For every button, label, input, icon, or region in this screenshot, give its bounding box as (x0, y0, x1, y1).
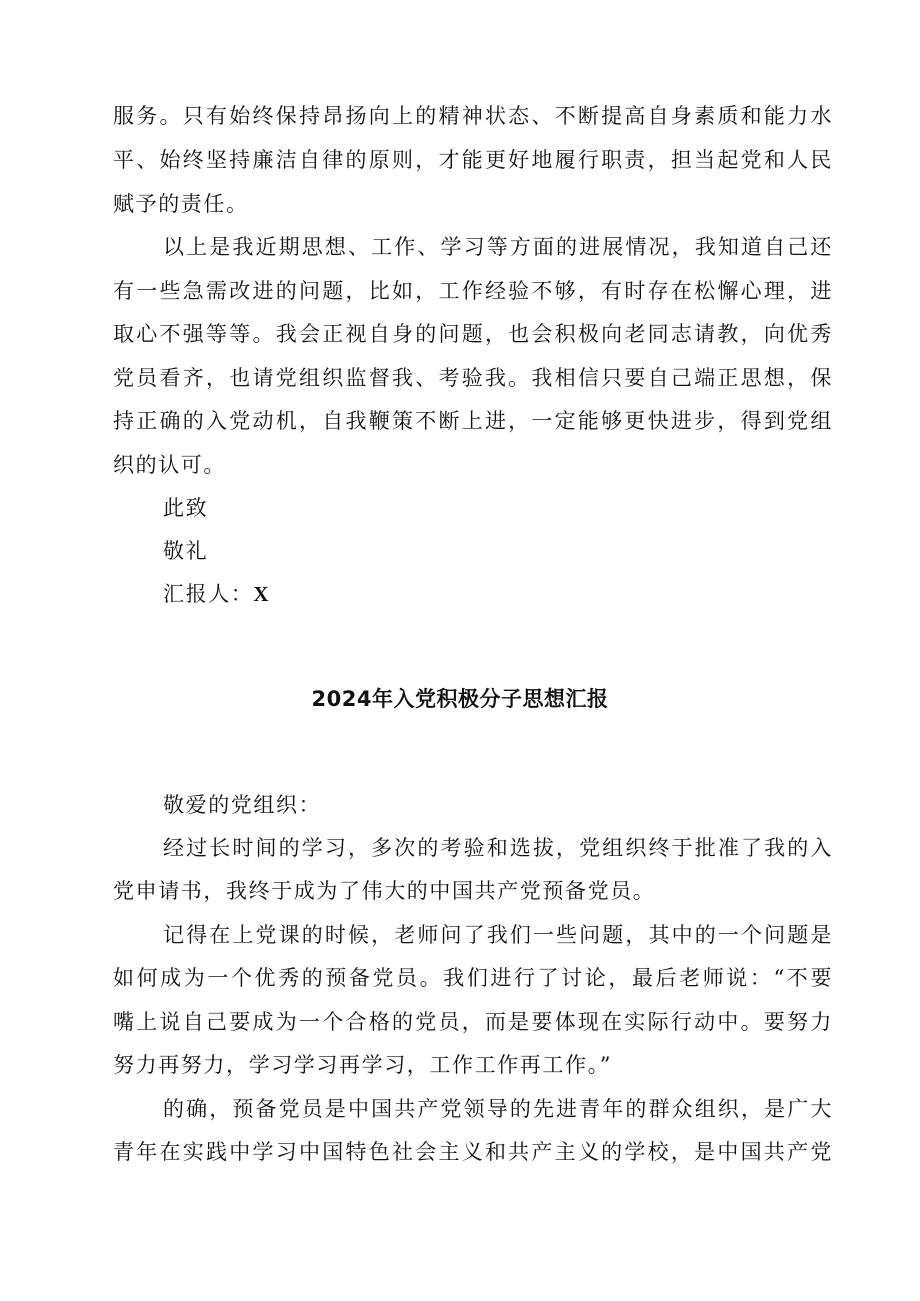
closing-jing-li: 敬礼 (163, 539, 209, 563)
paragraph-line: 织的认可。 (113, 453, 226, 477)
paragraph-line: 党员看齐，也请党组织监督我、考验我。我相信只要自己端正思想，保 (113, 366, 833, 390)
paragraph-line: 青年在实践中学习中国特色社会主义和共产主义的学校，是中国共产党 (113, 1140, 833, 1164)
paragraph-line: 服务。只有始终保持昂扬向上的精神状态、不断提高自身素质和能力水 (113, 104, 833, 128)
paragraph-line: 的确，预备党员是中国共产党领导的先进青年的群众组织，是广大 (163, 1097, 833, 1121)
paragraph-line: 记得在上党课的时候，老师问了我们一些问题，其中的一个问题是 (163, 923, 833, 947)
reporter-signature (163, 579, 269, 609)
reporter-label: 汇报人： (163, 582, 254, 606)
paragraph-line: 有一些急需改进的问题，比如，工作经验不够，有时存在松懈心理，进 (113, 279, 833, 303)
paragraph-line: 赋予的责任。 (113, 192, 249, 216)
salutation: 敬爱的党组织： (163, 793, 322, 817)
paragraph-line: 经过长时间的学习，多次的考验和选拔，党组织终于批准了我的入 (163, 836, 833, 860)
paragraph-line: 嘴上说自己要成为一个合格的党员，而是要体现在实际行动中。要努力 (113, 1010, 833, 1034)
paragraph-line: 以上是我近期思想、工作、学习等方面的进展情况，我知道自己还 (163, 235, 833, 259)
paragraph-line: 平、始终坚持廉洁自律的原则，才能更好地履行职责，担当起党和人民 (113, 148, 833, 172)
paragraph-line: 取心不强等等。我会正视自身的问题，也会积极向老同志请教，向优秀 (113, 322, 833, 346)
reporter-name: X (253, 582, 269, 606)
article-title: 2024年入党积极分子思想汇报 (311, 687, 609, 711)
paragraph-line: 努力再努力，学习学习再学习，工作工作再工作。” (113, 1053, 613, 1077)
paragraph-line: 如何成为一个优秀的预备党员。我们进行了讨论，最后老师说：“不要 (113, 966, 833, 990)
closing-ci-zhi: 此致 (163, 496, 209, 520)
paragraph-line: 持正确的入党动机，自我鞭策不断上进，一定能够更快进步，得到党组 (113, 409, 833, 433)
paragraph-line: 党申请书，我终于成为了伟大的中国共产党预备党员。 (113, 879, 656, 903)
